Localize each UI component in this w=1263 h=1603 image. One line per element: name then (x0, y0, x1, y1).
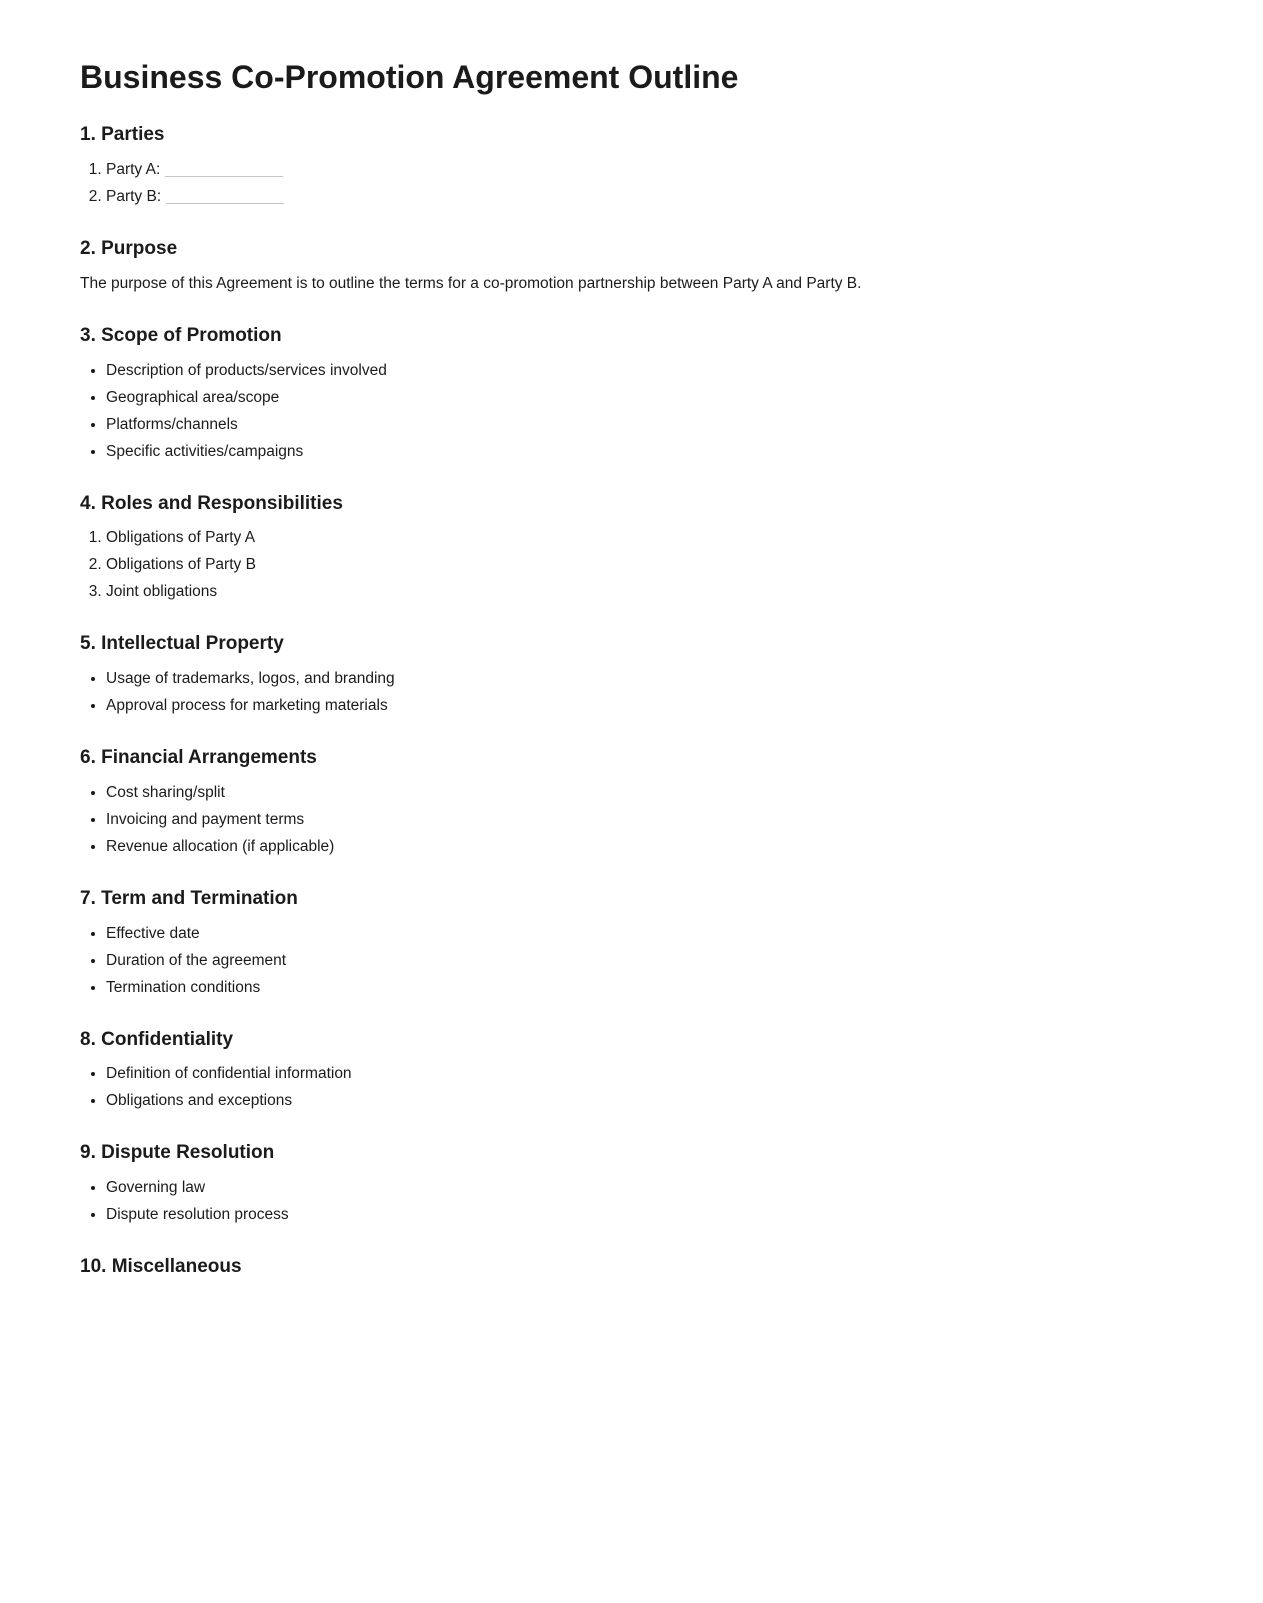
section-heading-term: 7. Term and Termination (80, 887, 298, 909)
list-item-party-a (106, 157, 1183, 183)
parties-list (80, 157, 1183, 210)
section-heading-roles: 4. Roles and Responsibilities (80, 492, 343, 514)
list-item: • Obligations and exceptions (106, 1088, 1183, 1114)
list-item: • Effective date (106, 921, 1183, 947)
list-item: • Usage of trademarks, logos, and branding (106, 666, 1183, 692)
list-item: • Governing law (106, 1175, 1183, 1201)
list-item: • Cost sharing/split (106, 780, 1183, 806)
section-heading-parties: 1. Parties (80, 124, 165, 146)
section-heading-confidentiality: 8. Confidentiality (80, 1028, 234, 1050)
party-b-label: Party B: (106, 188, 162, 206)
page-title: Business Co-Promotion Agreement Outline (80, 59, 739, 95)
section-heading-financial: 6. Financial Arrangements (80, 747, 317, 769)
dispute-list (80, 1175, 1183, 1228)
confidentiality-list (80, 1061, 1183, 1114)
list-item: • Revenue allocation (if applicable) (106, 834, 1183, 860)
list-item: • Invoicing and payment terms (106, 807, 1183, 833)
list-item: • Dispute resolution process (106, 1202, 1183, 1228)
section-confidentiality (80, 1028, 1183, 1115)
section-intellectual-property (80, 632, 1183, 719)
section-financial-arrangements (80, 746, 1183, 860)
section-heading-dispute: 9. Dispute Resolution (80, 1142, 275, 1164)
section-heading-scope: 3. Scope of Promotion (80, 324, 282, 346)
ip-list (80, 666, 1183, 719)
list-item-party-b (106, 184, 1183, 210)
scope-list (80, 358, 1183, 465)
list-item: • Description of products/services involved (106, 358, 1183, 384)
list-item: • Platforms/channels (106, 412, 1183, 438)
purpose-paragraph: The purpose of this Agreement is to outline the terms for a co-promotion partnership between Party A and Party B. (80, 274, 862, 292)
section-parties (80, 123, 1183, 210)
party-b-blank-line (166, 189, 284, 204)
list-item: • Duration of the agreement (106, 948, 1183, 974)
section-heading-purpose: 2. Purpose (80, 238, 178, 260)
list-item: • Specific activities/campaigns (106, 439, 1183, 465)
section-term-termination (80, 887, 1183, 1001)
party-a-blank-line (165, 162, 283, 177)
financial-list (80, 780, 1183, 860)
section-heading-ip: 5. Intellectual Property (80, 633, 284, 655)
section-purpose (80, 237, 1183, 297)
section-miscellaneous (80, 1255, 1183, 1279)
list-item: • Termination conditions (106, 975, 1183, 1001)
list-item: 2. Obligations of Party B (106, 552, 1183, 578)
section-dispute-resolution (80, 1141, 1183, 1228)
list-item: • Definition of confidential information (106, 1061, 1183, 1087)
section-scope-of-promotion (80, 324, 1183, 465)
list-item: 1. Obligations of Party A (106, 525, 1183, 551)
roles-list (80, 525, 1183, 605)
section-roles-responsibilities (80, 492, 1183, 606)
list-item: 3. Joint obligations (106, 579, 1183, 605)
agreement-outline-document (80, 58, 1183, 1279)
term-list (80, 921, 1183, 1001)
list-item: • Approval process for marketing materials (106, 693, 1183, 719)
party-a-label: Party A: (106, 161, 161, 179)
section-heading-miscellaneous: 10. Miscellaneous (80, 1256, 242, 1278)
list-item: • Geographical area/scope (106, 385, 1183, 411)
